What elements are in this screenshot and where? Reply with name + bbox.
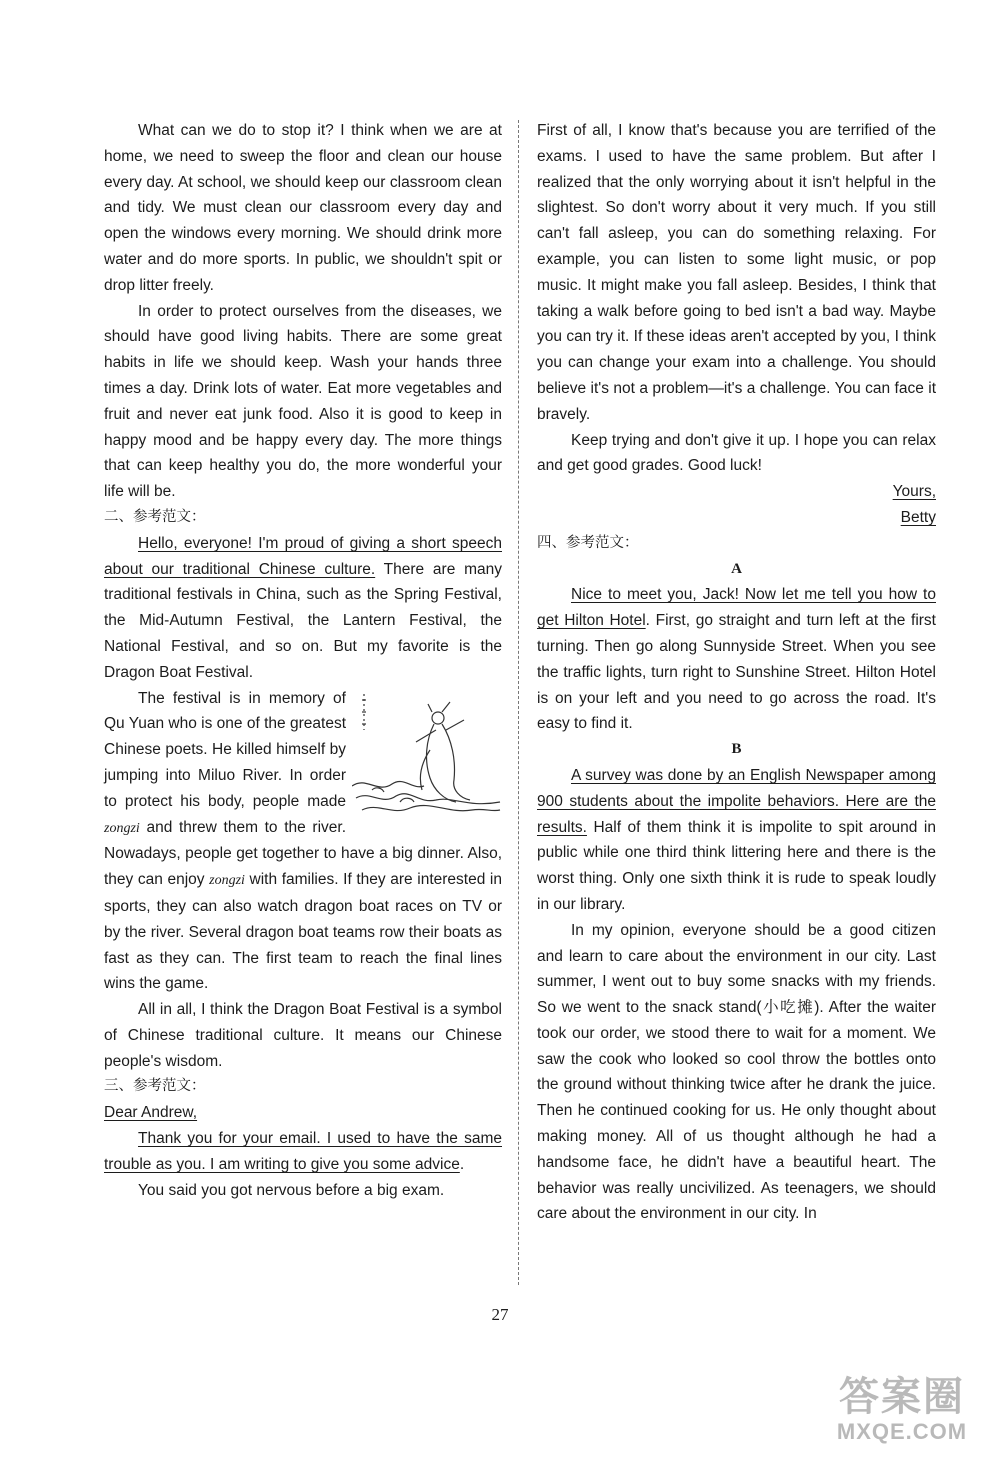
salutation-text: Dear Andrew, (104, 1104, 198, 1122)
qu-yuan-text-c: and threw them to the river. Nowadays, people get together to have a big dinner. Also, they can enjoy (104, 818, 502, 889)
paragraph-living-habits: In order to protect ourselves from the diseases, we should have good living habits. There are some great habits in life we should keep. Wash your hands three times a day. Drink lots of water. Eat more vegetables and fruit and never eat junk food. Also it is good to keep in happy mood and be happy every day. The more things that can keep healthy you do, the more wonderful your life will be. (104, 302, 502, 501)
zongzi-term-1: zongzi (104, 820, 140, 836)
paragraph-stop-disease: What can we do to stop it? I think when we are at home, we need to sweep the floor and clean our house every day. At school, we should keep our classroom clean and tidy. We must clean our classroom every day and open the windows every morning. We should drink more water and do more sports. In public, we shouldn't spit or drop litter freely. (104, 122, 502, 294)
zongzi-term-2: zongzi (209, 873, 245, 889)
paragraph-keep-trying: Keep trying and don't give it up. I hope you can relax and get good grades. Good luck! (537, 431, 936, 475)
paragraph-letter-opening (104, 1126, 502, 1178)
section-heading-2: 二、参考范文： (104, 508, 206, 525)
closing-text: Yours, (892, 483, 936, 501)
page-number: 27 (491, 1305, 509, 1324)
right-column (537, 118, 936, 1227)
column-divider (518, 120, 519, 1285)
underlined-directions-opening: Nice to meet you, Jack! Now let me tell you how to get Hilton Hotel (537, 586, 936, 630)
underlined-letter-opening: Thank you for your email. I used to have the same trouble as you. I am writing to give you some advice (104, 1130, 502, 1173)
section-heading-4: 四、参考范文： (537, 534, 639, 551)
survey-rest: Half of them think it is impolite to spit around in public while one third think littering here and there is the worst thing. Only one sixth think it is rude to speak loudly in our library. (537, 818, 936, 913)
subsection-label-a: A (731, 560, 742, 577)
signature-text: Betty (900, 508, 936, 526)
paragraph-directions (537, 582, 936, 737)
paragraph-exam-advice: First of all, I know that's because you are terrified of the exams. I used to have the same problem. But after I realized that the only worrying about it isn't helpful in the slightest. So don't worry about it very much. If you still can't fall asleep, you can do something relaxing. For example, you can listen to some light music, or pop music. It might make you fall asleep. Besides, I think that taking a walk before going to bed isn't a bad way. Maybe you can try it. If these ideas aren't accepted by you, I think you can change your exam into a challenge. You should believe it's not a problem—it's a challenge. You can face it bravely. (537, 122, 936, 423)
paragraph-qu-yuan (104, 686, 502, 998)
subsection-label-b: B (731, 741, 742, 758)
left-column (104, 118, 502, 1203)
paragraph-opinion: In my opinion, everyone should be a good citizen and learn to care about the environment in our city. Last summer, I went out to buy some snacks with my friends. So we went to the snack stand(小吃摊). After the waiter took our order, we stood there to wait for a moment. We saw the cook who looked so cool throw the bottles onto the ground without thinking twice after he drank the juice. Then he continued cooking for us. He only thought about making money. All of us thought although he had a handsome face, he didn't have a beautiful heart. The behavior was really uncivilized. As teenagers, we should care about the environment in our city. In (537, 921, 936, 1223)
letter-signature (537, 505, 936, 531)
paragraph-conclusion: All in all, I think the Dragon Boat Festival is a symbol of Chinese traditional culture. It means our Chinese people's wisdom. (104, 1001, 502, 1070)
watermark-chinese: 答案圈 (839, 1375, 965, 1419)
letter-salutation (104, 1100, 502, 1126)
watermark-url: MXQE.COM (836, 1419, 968, 1444)
watermark-logo (818, 1375, 986, 1445)
section-heading-3: 三、参考范文： (104, 1078, 206, 1095)
paragraph-survey (537, 763, 936, 918)
paragraph-speech-intro (104, 531, 502, 686)
underlined-opening: Hello, everyone! I'm proud of giving a short speech about our traditional Chinese culture. (104, 534, 502, 578)
speech-intro-rest: There are many traditional festivals in China, such as the Spring Festival, the Mid-Autumn Festival, the Lantern Festival, the National Festival, and so on. But my favorite is the Dragon Boat Festival. (104, 560, 502, 681)
qu-yuan-text-a: The festival is in memory of Qu Yuan who is one of the greatest Chinese poets. He killed himself by jumping into Miluo River. In order to protect his body, people made (104, 689, 346, 810)
paragraph-nervous: You said you got nervous before a big exam. (138, 1181, 445, 1199)
directions-rest: . First, go straight and turn left at the first turning. Then go along Sunnyside Street. When you see the traffic lights, turn right to Sunshine Street. Hilton Hotel is on your left and you need to go across the road. It's easy to find it. (537, 612, 936, 733)
underlined-survey-opening: A survey was done by an English Newspaper among 900 students about the impolite behaviors. Here are the results. (537, 766, 936, 836)
qu-yuan-text-e: with families. If they are interested in sports, they can also watch dragon boat races on TV or by the river. Several dragon boat teams row their boats as fast as they can. The first team to reach the final lines wins the game. (104, 871, 502, 993)
letter-closing (537, 479, 936, 505)
letter-opening-end: . (459, 1155, 465, 1173)
qu-yuan-illustration (352, 690, 502, 818)
